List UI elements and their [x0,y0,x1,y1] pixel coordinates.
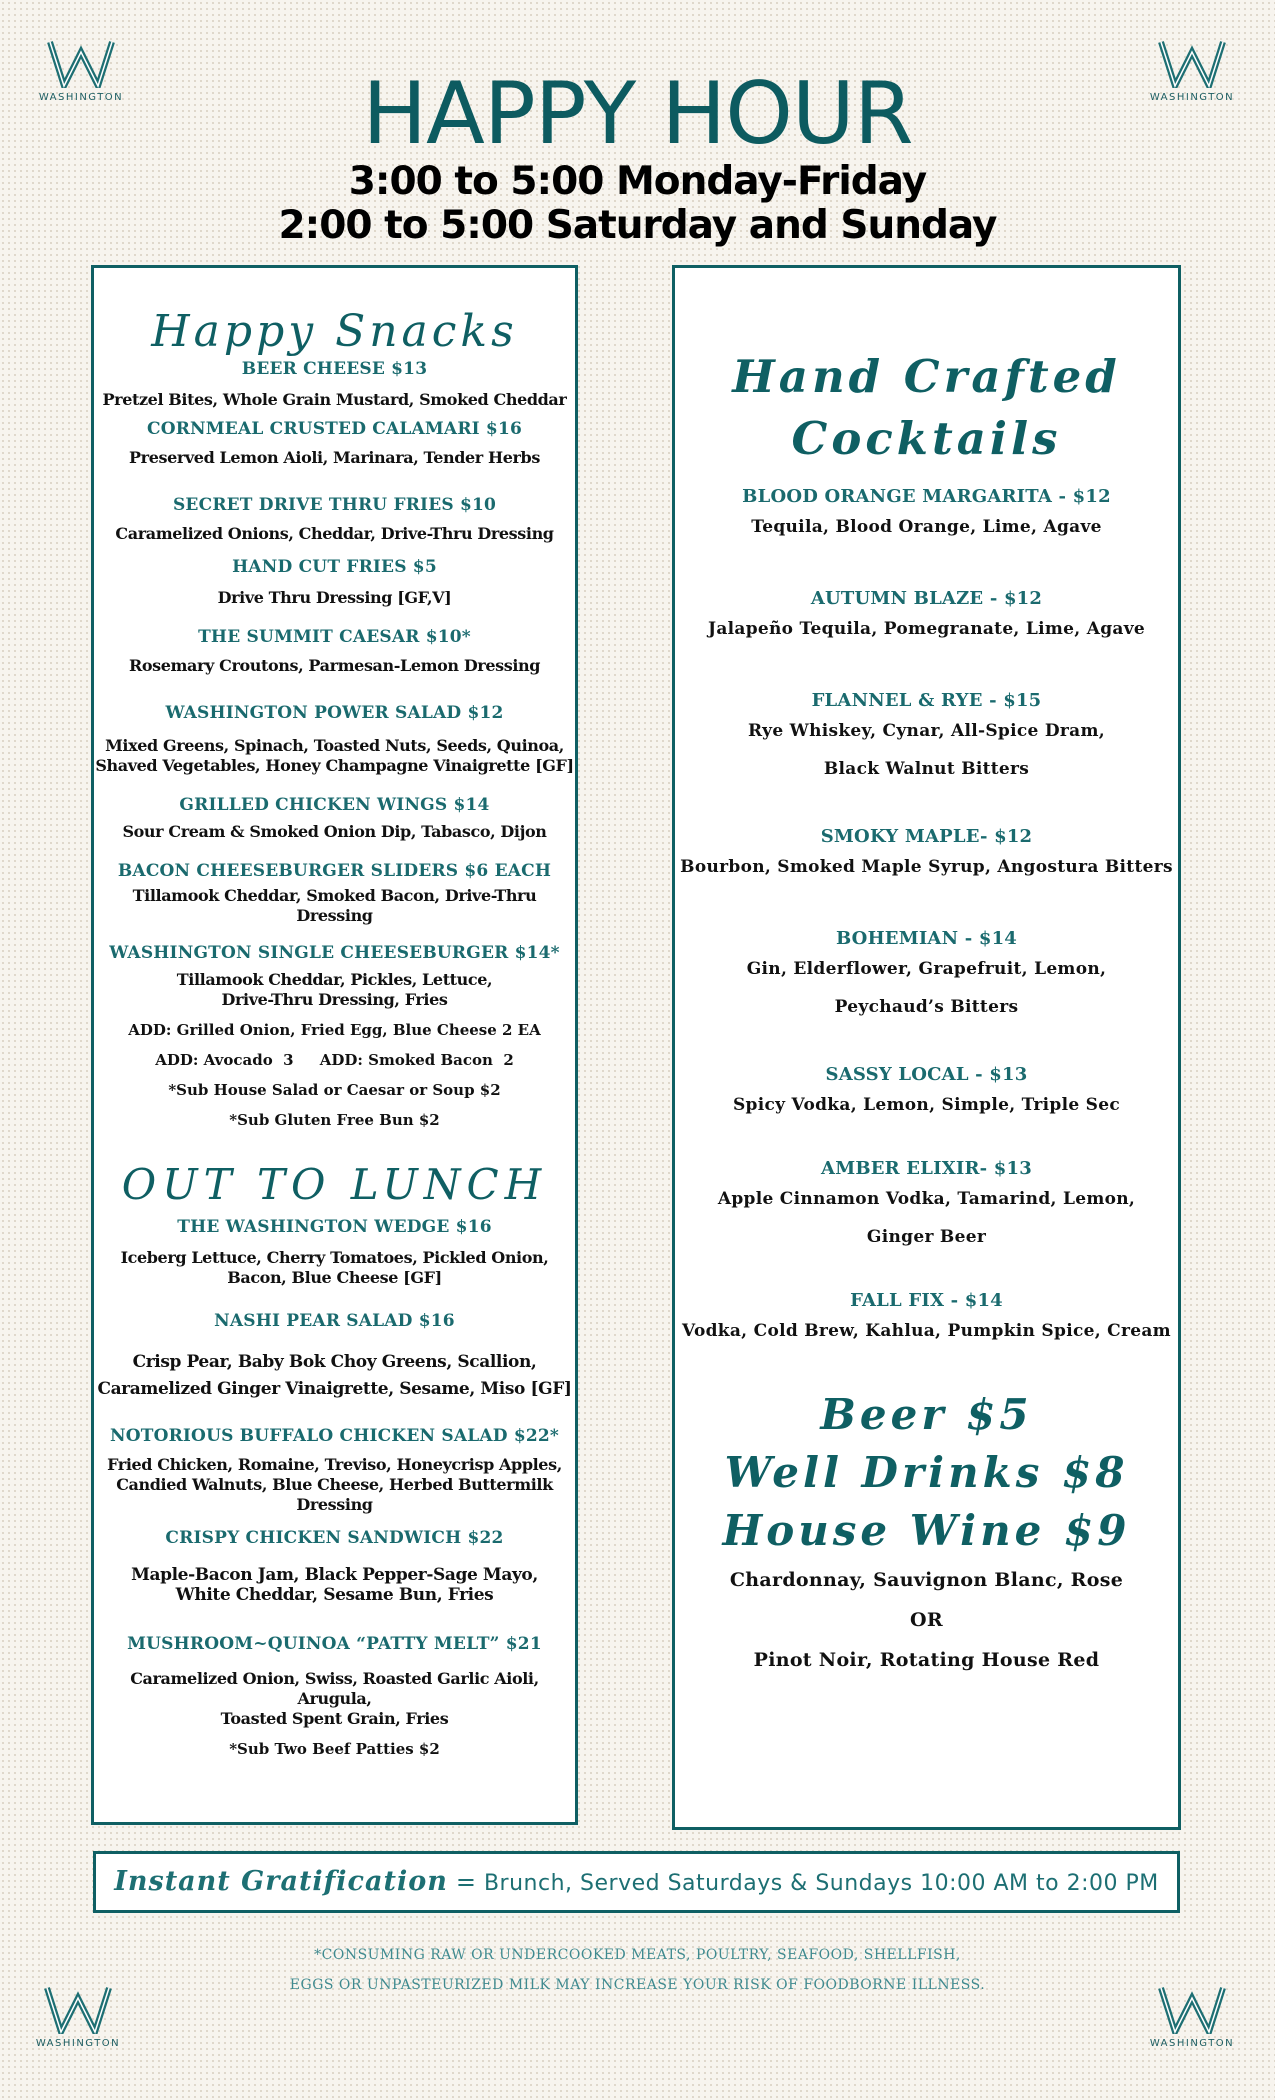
cocktail-item [675,928,1178,1026]
item-desc: Vodka, Cold Brew, Kahlua, Pumpkin Spice, Cream [682,1321,1171,1341]
beer-price: Beer $5 [820,1390,1033,1439]
item-desc: Rye Whiskey, Cynar, All-Spice Dram, [748,721,1105,741]
item-name: BLOOD ORANGE MARGARITA - $12 [742,486,1111,507]
cocktails-heading-line2: Cocktails [791,412,1062,465]
cocktail-item [675,1158,1178,1256]
item-desc: Peychaud’s Bitters [834,997,1019,1017]
menu-item [94,1310,575,1399]
item-desc: Jalapeño Tequila, Pomegranate, Lime, Agave [707,619,1146,639]
item-desc: Pretzel Bites, Whole Grain Mustard, Smoked Cheddar [102,390,567,409]
item-desc: Spicy Vodka, Lemon, Simple, Triple Sec [732,1095,1121,1115]
item-name: HAND CUT FRIES $5 [232,557,437,577]
item-name: BEER CHEESE $13 [241,359,428,379]
item-desc: Preserved Lemon Aioli, Marinara, Tender Herbs [129,448,540,467]
item-desc: Toasted Spent Grain, Fries [220,1709,449,1728]
item-desc: Crisp Pear, Baby Bok Choy Greens, Scallion, [132,1352,537,1372]
red-wine-list: Pinot Noir, Rotating House Red [753,1649,1100,1671]
brunch-equals: = [455,1868,476,1896]
item-desc: White Cheddar, Sesame Bun, Fries [175,1585,494,1605]
item-desc: Maple-Bacon Jam, Black Pepper-Sage Mayo, [131,1565,538,1585]
item-name: BACON CHEESEBURGER SLIDERS $6 EACH [117,861,552,881]
lunch-heading: OUT TO LUNCH [121,1160,548,1209]
item-desc: Caramelized Onion, Swiss, Roasted Garlic Aioli, Arugula, [130,1669,539,1708]
menu-item [94,702,575,776]
menu-item [94,556,575,608]
item-name: CORNMEAL CRUSTED CALAMARI $16 [146,419,523,439]
item-desc: Tillamook Cheddar, Pickles, Lettuce, [176,970,493,989]
item-name: SASSY LOCAL - $13 [825,1064,1028,1085]
drinks-menu-panel [672,265,1181,1830]
menu-item [94,1216,575,1288]
item-name: FALL FIX - $14 [850,1290,1003,1311]
item-desc: Caramelized Ginger Vinaigrette, Sesame, Miso [GF] [97,1379,572,1399]
item-desc: Ginger Beer [866,1227,987,1247]
item-desc: Drive Thru Dressing [GF,V] [217,588,452,607]
cocktail-item [675,826,1178,886]
item-name: THE SUMMIT CAESAR $10* [198,627,471,647]
item-desc: Mixed Greens, Spinach, Toasted Nuts, Seeds, Quinoa, [105,736,564,755]
sub-note: *Sub House Salad or Caesar or Soup $2 [168,1081,501,1099]
food-menu-panel [91,265,578,1825]
item-desc: Candied Walnuts, Blue Cheese, Herbed Buttermilk Dressing [116,1475,553,1514]
menu-item [94,860,575,926]
item-name: SECRET DRIVE THRU FRIES $10 [172,495,497,515]
sub-note: *Sub Two Beef Patties $2 [229,1740,440,1758]
menu-item [94,1633,575,1729]
snacks-heading: Happy Snacks [151,306,518,357]
item-desc: Gin, Elderflower, Grapefruit, Lemon, [746,959,1107,979]
disclaimer-line: *CONSUMING RAW OR UNDERCOOKED MEATS, POULTRY, SEAFOOD, SHELLFISH, [314,1947,961,1963]
page-header [0,64,1275,248]
menu-item [94,418,575,468]
menu-item [94,494,575,544]
item-desc: Drive-Thru Dressing, Fries [221,990,448,1009]
item-desc: Fried Chicken, Romaine, Treviso, Honeycrisp Apples, [107,1455,562,1474]
item-desc: Rosemary Croutons, Parmesan-Lemon Dressing [128,656,541,675]
white-wine-list: Chardonnay, Sauvignon Blanc, Rose [729,1569,1124,1591]
item-desc: Tequila, Blood Orange, Lime, Agave [751,517,1102,537]
item-desc: Shaved Vegetables, Honey Champagne Vinaigrette [GF] [95,756,574,775]
cocktail-item [675,690,1178,788]
item-desc: Bacon, Blue Cheese [GF] [227,1268,442,1287]
item-name: FLANNEL & RYE - $15 [811,690,1042,711]
brunch-title: Instant Gratification [114,1866,448,1897]
cocktail-item [675,1064,1178,1124]
cocktail-item [675,1290,1178,1350]
menu-item [94,626,575,676]
item-name: WASHINGTON SINGLE CHEESEBURGER $14* [109,943,560,963]
hours-weekend: 2:00 to 5:00 Saturday and Sunday [278,203,997,248]
hours-weekday: 3:00 to 5:00 Monday-Friday [348,159,927,204]
item-name: WASHINGTON POWER SALAD $12 [165,703,504,723]
cocktails-heading-line1: Hand Crafted [732,350,1121,403]
house-wine-price: House Wine $9 [722,1506,1131,1555]
item-name: NASHI PEAR SALAD $16 [214,1311,455,1331]
menu-item [94,794,575,842]
wine-or: OR [910,1609,943,1631]
menu-item [94,358,575,410]
item-desc: Black Walnut Bitters [823,759,1030,779]
cocktail-item [675,486,1178,546]
item-name: AMBER ELIXIR- $13 [821,1158,1032,1179]
item-desc: Bourbon, Smoked Maple Syrup, Angostura Bitters [680,857,1173,877]
well-drinks-price: Well Drinks $8 [724,1448,1129,1497]
menu-item [94,942,575,1010]
item-desc: Apple Cinnamon Vodka, Tamarind, Lemon, [717,1189,1136,1209]
item-desc: Tillamook Cheddar, Smoked Bacon, Drive-Thru Dressing [132,886,537,925]
item-desc: Iceberg Lettuce, Cherry Tomatoes, Pickled Onion, [120,1248,549,1267]
cocktail-item [675,588,1178,648]
item-name: GRILLED CHICKEN WINGS $14 [179,795,490,815]
item-name: AUTUMN BLAZE - $12 [810,588,1043,609]
item-name: BOHEMIAN - $14 [835,928,1018,949]
menu-item [94,1425,575,1515]
item-name: SMOKY MAPLE- $12 [820,826,1033,847]
page-title: HAPPY HOUR [362,64,913,164]
menu-item [94,1527,575,1605]
item-name: THE WASHINGTON WEDGE $16 [177,1217,492,1237]
brunch-text: Brunch, Served Saturdays & Sundays 10:00 AM to 2:00 PM [483,1871,1159,1896]
item-name: MUSHROOM~QUINOA “PATTY MELT” $21 [127,1634,542,1654]
sub-note: *Sub Gluten Free Bun $2 [229,1111,440,1129]
logo-text: WASHINGTON [35,2038,121,2049]
item-desc: Caramelized Onions, Cheddar, Drive-Thru Dressing [115,524,554,543]
item-desc: Sour Cream & Smoked Onion Dip, Tabasco, Dijon [122,822,547,841]
addon-note: ADD: Avocado 3 ADD: Smoked Bacon 2 [155,1051,514,1069]
addon-note: ADD: Grilled Onion, Fried Egg, Blue Cheese 2 EA [128,1021,541,1039]
item-name: CRISPY CHICKEN SANDWICH $22 [165,1528,504,1548]
food-safety-disclaimer [0,1940,1275,2000]
logo-text: WASHINGTON [1149,2038,1235,2049]
disclaimer-line: EGGS OR UNPASTEURIZED MILK MAY INCREASE YOUR RISK OF FOODBORNE ILLNESS. [289,1977,986,1993]
logo-text: WASHINGTON [1149,92,1235,103]
item-name: NOTORIOUS BUFFALO CHICKEN SALAD $22* [109,1426,560,1446]
brunch-banner [93,1851,1180,1913]
logo-text: WASHINGTON [38,92,124,103]
